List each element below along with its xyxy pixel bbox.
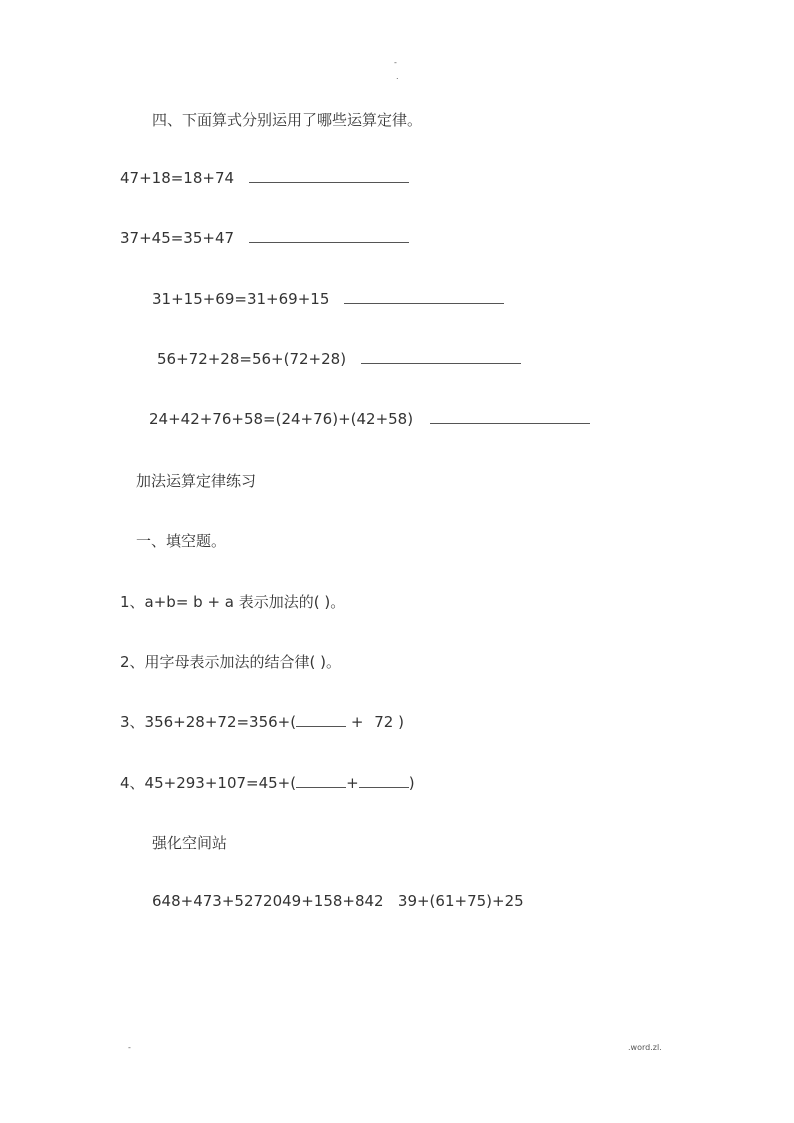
question-3: [120, 711, 404, 732]
header-mark-bottom: .: [396, 72, 399, 81]
q3-prefix: 3、356+28+72=356+(: [120, 713, 297, 731]
section4-item-2: [120, 229, 409, 247]
item-expression: 37+45=35+47: [120, 229, 235, 247]
section1-title: 一、填空题。: [136, 532, 227, 550]
practice-title: 加法运算定律练习: [136, 472, 257, 490]
answer-blank[interactable]: [361, 363, 521, 364]
q3-suffix: 72 ): [374, 713, 404, 731]
q4-suffix: ): [408, 774, 415, 792]
item-expression: 47+18=18+74: [120, 169, 235, 187]
question-1: 1、a+b= b + a 表示加法的( )。: [120, 593, 346, 611]
answer-blank[interactable]: [430, 423, 590, 424]
section4-item-4: [157, 350, 521, 368]
item-expression: 24+42+76+58=(24+76)+(42+58): [149, 410, 414, 428]
item-expression: 31+15+69=31+69+15: [152, 290, 330, 308]
section4-item-5: [149, 410, 590, 428]
q3-mid: +: [350, 713, 364, 731]
section4-item-1: [120, 169, 409, 187]
item-expression: 56+72+28=56+(72+28): [157, 350, 347, 368]
answer-blank[interactable]: [249, 182, 409, 183]
footer-left: -: [128, 1043, 131, 1052]
q4-blank-1[interactable]: [296, 774, 346, 788]
answer-blank[interactable]: [249, 242, 409, 243]
question-2: 2、用字母表示加法的结合律( )。: [120, 653, 342, 671]
q4-prefix: 4、45+293+107=45+(: [120, 774, 297, 792]
section4-item-3: [152, 290, 504, 308]
q4-mid: +: [346, 774, 359, 792]
section4-title: 四、下面算式分别运用了哪些运算定律。: [152, 111, 423, 129]
q4-blank-2[interactable]: [359, 774, 409, 788]
question-4: [120, 772, 415, 793]
answer-blank[interactable]: [344, 303, 504, 304]
station-expression: 648+473+5272049+158+842 39+(61+75)+25: [152, 892, 524, 910]
footer-right: .word.zl.: [628, 1043, 662, 1052]
q3-blank[interactable]: [296, 713, 346, 727]
header-mark-top: -: [394, 58, 397, 67]
station-title: 强化空间站: [152, 834, 228, 852]
